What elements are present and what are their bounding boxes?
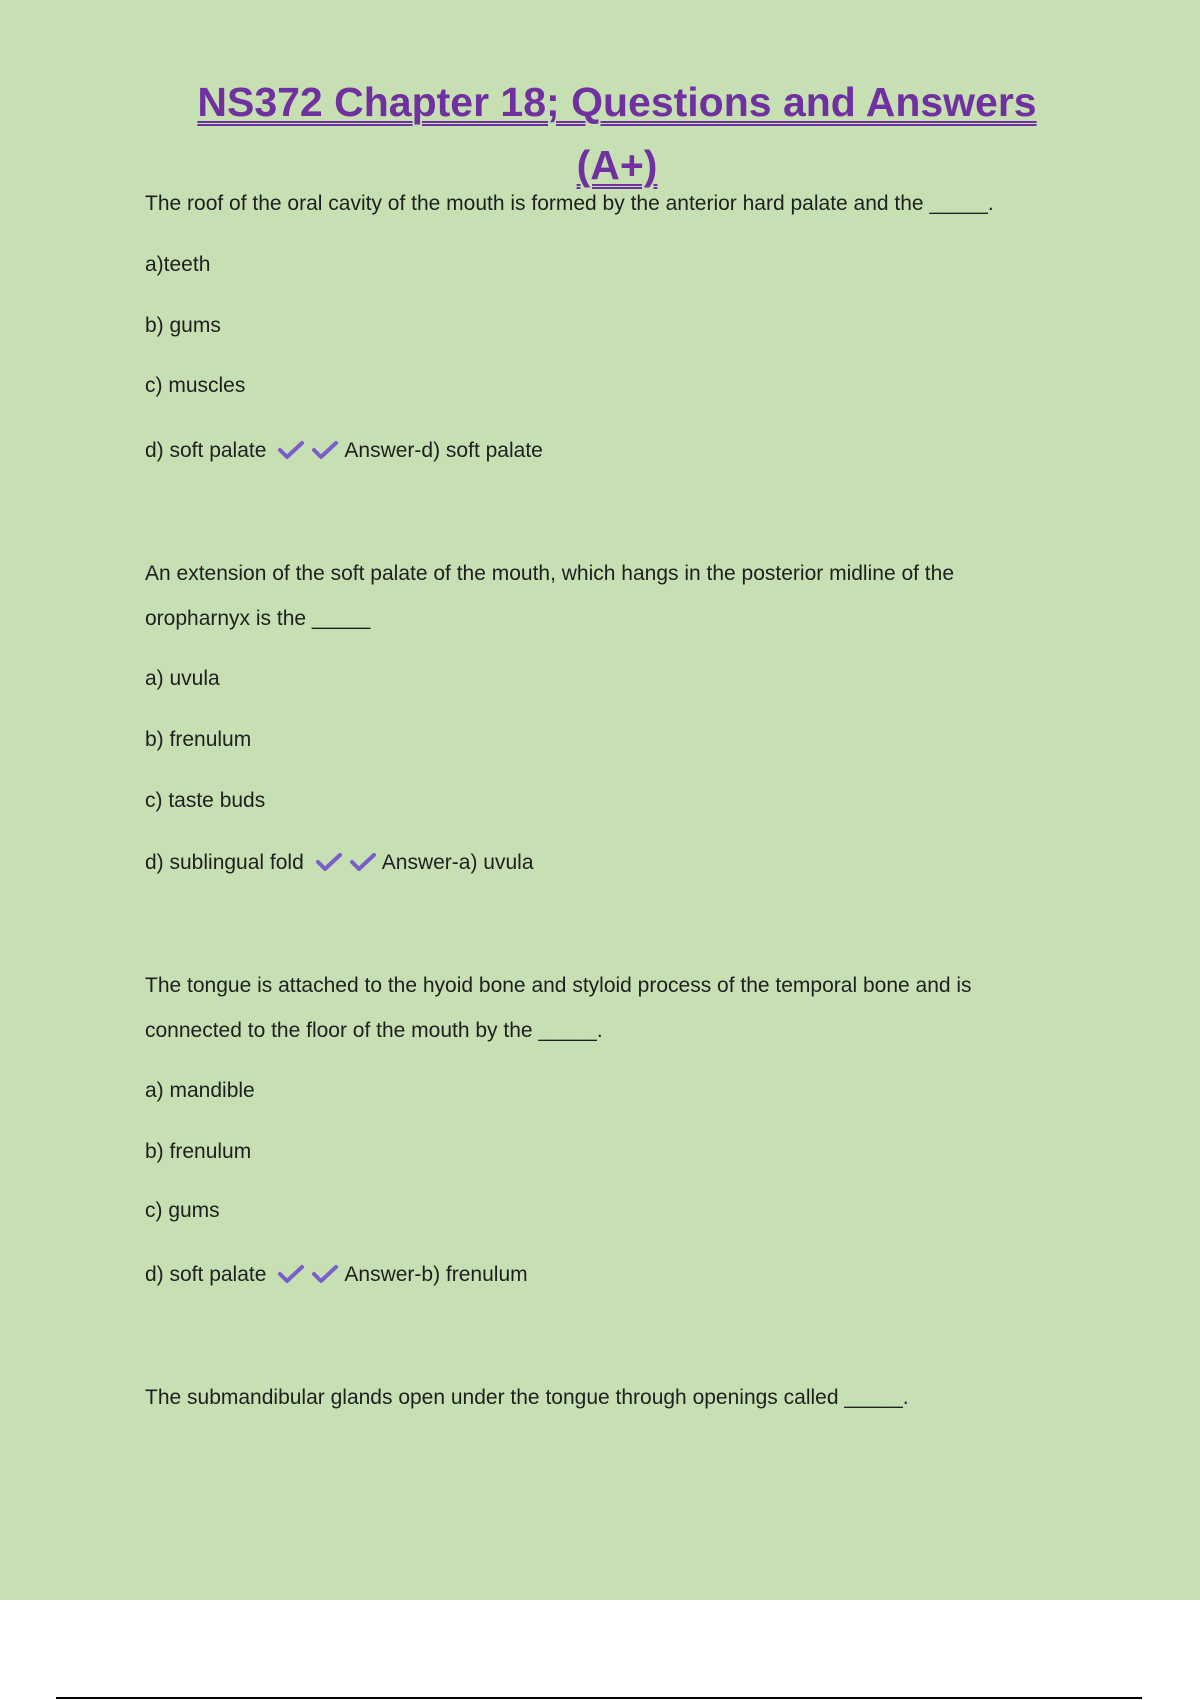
check-icon: [278, 440, 304, 460]
question-1-answer-row: [145, 438, 543, 464]
page-title-grade: (A+): [576, 142, 658, 188]
page-title: NS372 Chapter 18; Questions and Answers: [197, 79, 1037, 125]
question-3-option-c: c) gums: [145, 1199, 220, 1222]
check-icon: [350, 852, 376, 872]
question-2-option-c: c) taste buds: [145, 789, 266, 812]
question-4-stem: The submandibular glands open under the tongue through openings called _____.: [145, 1386, 909, 1409]
question-3-answer-row: [145, 1262, 528, 1288]
question-1-answer: Answer-d) soft palate: [344, 439, 543, 462]
question-1-option-c: c) muscles: [145, 374, 246, 397]
question-2-answer-row: [145, 850, 534, 876]
question-1-stem: The roof of the oral cavity of the mouth is formed by the anterior hard palate and the _____.: [145, 192, 994, 215]
question-3-stem-line-2: connected to the floor of the mouth by the _____.: [145, 1019, 603, 1042]
question-2-option-d: d) sublingual fold: [145, 851, 304, 874]
check-icon: [312, 1264, 338, 1284]
question-2-option-b: b) frenulum: [145, 728, 252, 751]
question-3-option-b: b) frenulum: [145, 1140, 252, 1163]
question-1-option-a: a)teeth: [145, 253, 211, 276]
question-3-answer: Answer-b) frenulum: [344, 1263, 528, 1286]
question-3-option-a: a) mandible: [145, 1079, 255, 1102]
question-3-stem-line-1: The tongue is attached to the hyoid bone and styloid process of the temporal bone and is: [145, 974, 972, 997]
question-1-option-d: d) soft palate: [145, 439, 267, 462]
question-2-option-a: a) uvula: [145, 667, 220, 690]
question-1-option-b: b) gums: [145, 314, 221, 337]
footer-divider: [56, 1697, 1142, 1699]
question-2-answer: Answer-a) uvula: [381, 851, 534, 874]
question-2-stem-line-1: An extension of the soft palate of the mouth, which hangs in the posterior midline of the: [145, 562, 954, 585]
check-icon: [316, 852, 342, 872]
check-icon: [312, 440, 338, 460]
question-2-stem-line-2: oropharnyx is the _____: [145, 607, 371, 630]
question-3-option-d: d) soft palate: [145, 1263, 267, 1286]
check-icon: [278, 1264, 304, 1284]
